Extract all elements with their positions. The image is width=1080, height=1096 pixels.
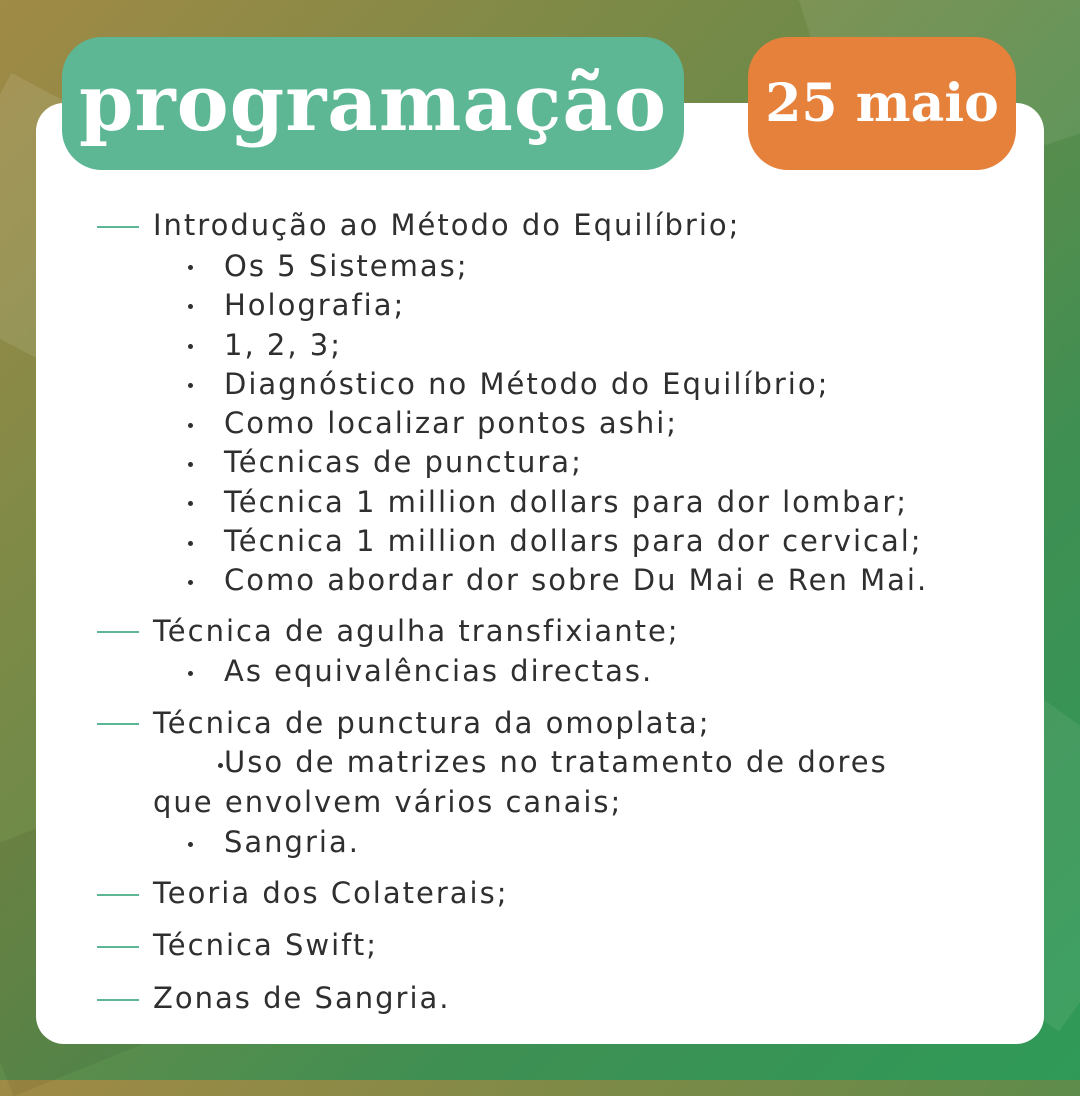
bullet-icon [188,580,193,585]
agenda-subitem-1-0: As equivalências directas. [224,654,654,688]
agenda-subitem-0-7: Técnica 1 million dollars para dor cervical; [224,524,923,558]
agenda-item-3: Teoria dos Colaterais; [153,876,509,910]
agenda-item-1: Técnica de agulha transfixiante; [153,614,680,648]
dash-icon [97,999,139,1001]
bullet-icon [188,501,193,506]
agenda-subitem-0-2: 1, 2, 3; [224,328,342,362]
bullet-icon [188,671,193,676]
bullet-icon [188,304,193,309]
agenda-subitem-0-8: Como abordar dor sobre Du Mai e Ren Mai. [224,563,929,597]
agenda-item-5: Zonas de Sangria. [153,981,451,1015]
bullet-icon [188,344,193,349]
bullet-icon [188,423,193,428]
bullet-icon [218,763,223,768]
agenda-subitem-0-6: Técnica 1 million dollars para dor lombar; [224,485,909,519]
agenda-item-0: Introdução ao Método do Equilíbrio; [153,208,741,242]
bullet-icon [188,265,193,270]
agenda-subitem-2-0: Uso de matrizes no tratamento de dores [224,745,888,779]
dash-icon [97,894,139,896]
bullet-icon [188,541,193,546]
dash-icon [97,631,139,633]
dash-icon [97,946,139,948]
event-date: 25 maio [765,73,999,134]
agenda-subitem-0-5: Técnicas de punctura; [224,445,583,479]
agenda-subitem-0-4: Como localizar pontos ashi; [224,406,679,440]
dash-icon [97,723,139,725]
page-title: programação [79,58,667,149]
bullet-icon [188,462,193,467]
bullet-icon [188,842,193,847]
bullet-icon [188,383,193,388]
agenda-subitem-0-1: Holografia; [224,288,406,322]
agenda-item-4: Técnica Swift; [153,928,378,962]
agenda-subitem-0-3: Diagnóstico no Método do Equilíbrio; [224,367,830,401]
agenda-subitem-2-0-continuation: que envolvem vários canais; [153,785,623,819]
agenda-subitem-0-0: Os 5 Sistemas; [224,249,469,283]
dash-icon [97,226,139,228]
agenda-subitem-2-1: Sangria. [224,825,360,859]
agenda-item-2: Técnica de punctura da omoplata; [153,706,711,740]
